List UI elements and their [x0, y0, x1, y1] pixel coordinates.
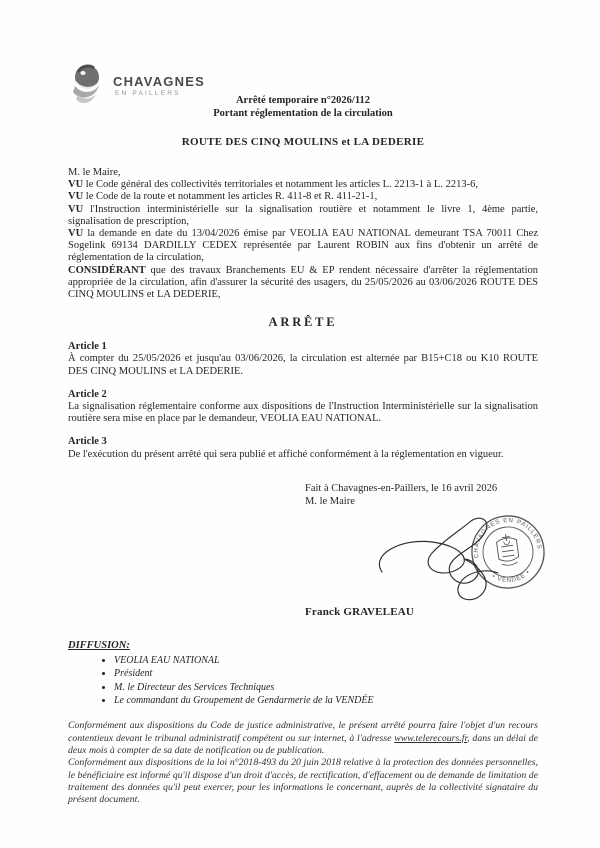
- diffusion-recipient: • M. le Directeur des Services Techniques: [114, 682, 538, 694]
- preamble: [68, 167, 538, 301]
- clause-label: VU: [68, 228, 84, 240]
- logo-subname: EN PAILLERS: [115, 89, 181, 97]
- article-text: La signalisation réglementaire conforme aux dispositions de l'Instruction Interministérielle sur la signalisation routière sera mise en place par le demandeur, VEOLIA EAU NATIONAL.: [68, 401, 538, 425]
- decree-heading: ARRÊTE: [268, 315, 338, 330]
- clause-text: le Code de la route et notamment les articles R. 411-8 et R. 411-21-1,: [85, 191, 378, 203]
- decree-purpose-line: Portant réglementation de la circulation: [213, 107, 393, 119]
- data-protection-paragraph: Conformément aux dispositions de la loi n°2018-493 du 20 juin 2018 relative à la protection des données personnelles, le bénéficiaire est informé qu'il dispose d'un droit d'accès, de rectification, d'effacement ou de demande de limitation de traitement des données qu'il peut exercer, pour les informations le concernant, auprès de la collectivité signataire du présent document.: [68, 757, 538, 806]
- recourse-paragraph: [68, 720, 538, 757]
- diffusion-list: [114, 655, 538, 708]
- seal-bottom-text: • VENDÉE •: [490, 568, 532, 585]
- telerecours-link[interactable]: www.telerecours.fr: [394, 732, 468, 744]
- signatory-name: Franck GRAVELEAU: [305, 605, 415, 618]
- article-2: [68, 389, 538, 426]
- diffusion-recipient: • Président: [114, 668, 538, 680]
- decree-subject: ROUTE DES CINQ MOULINS et LA DEDERIE: [181, 136, 425, 148]
- clause-vu-3: [68, 204, 538, 228]
- article-1: [68, 341, 538, 378]
- clause-text: que des travaux Branchements EU & EP rendent nécessaire d'arrêter la réglementation appropriée de la circulation, afin d'assurer la sécurité des usagers, du 25/05/2026 au 03/06/2026 ROUTE DES CINQ MOULINS et LA DEDERIE,: [68, 264, 539, 301]
- logo-name: CHAVAGNES: [113, 73, 205, 89]
- official-seal-stamp: [467, 511, 548, 592]
- clause-vu-2: [68, 191, 538, 203]
- signature-area: [68, 508, 542, 606]
- document-title-block: [68, 95, 538, 120]
- place-date-block: [305, 482, 538, 508]
- clause-label: VU: [68, 203, 84, 215]
- article-heading: Article 3: [68, 436, 107, 448]
- clause-label: VU: [68, 179, 84, 191]
- clause-vu-1: [68, 179, 538, 191]
- signatory-title: M. le Maire: [305, 495, 355, 507]
- article-text: À compter du 25/05/2026 et jusqu'au 03/06/2026, la circulation est alternée par B15+C18 ou K10 ROUTE DES CINQ MOULINS et LA DEDERIE.: [68, 353, 538, 377]
- article-heading: Article 1: [68, 341, 107, 353]
- diffusion-section: [68, 640, 538, 708]
- clause-text: la demande en date du 13/04/2026 émise par VEOLIA EAU NATIONAL demeurant TSA 70011 Chez Sogelink 69134 DARDILLY CEDEX représentée par Laurent ROBIN aux fins d'obtenir un arrêté de réglementation de la circulation,: [68, 228, 538, 264]
- clause-label: VU: [68, 191, 84, 203]
- diffusion-recipient: • VEOLIA EAU NATIONAL: [114, 655, 538, 667]
- diffusion-heading: DIFFUSION:: [68, 639, 130, 651]
- document-content: [68, 0, 542, 806]
- article-3: [68, 436, 538, 460]
- decree-number-line: Arrêté temporaire n°2026/112: [235, 95, 371, 106]
- seal-top-text: CHAVAGNES EN PAILLERS: [473, 517, 542, 559]
- recourse-text-before: Conformément aux dispositions du Code de justice administrative, le présent arrêté pourra faire l'objet d'un recours contentieux devant le tribunal administratif compétent ou sur internet, à l'adresse: [68, 720, 538, 744]
- article-text: De l'exécution du présent arrêté qui sera publié et affiché conformément à la réglementation en vigueur.: [68, 448, 504, 460]
- clause-vu-4: [68, 228, 538, 265]
- place-date: Fait à Chavagnes-en-Paillers, le 16 avril 2026: [305, 482, 498, 494]
- salutation: M. le Maire,: [68, 167, 121, 178]
- clause-label: CONSIDÉRANT: [68, 264, 146, 276]
- clause-text: l'Instruction interministérielle sur la signalisation routière et notamment le livre 1, 4ème partie, signalisation de prescription,: [68, 203, 538, 227]
- diffusion-recipient: • Le commandant du Groupement de Gendarmerie de la VENDÉE: [114, 695, 538, 707]
- clause-text: le Code général des collectivités territoriales et notamment les articles L. 2213-1 à L. 2213-6,: [85, 179, 478, 191]
- article-heading: Article 2: [68, 388, 107, 400]
- mayor-signature: [379, 518, 498, 599]
- recourse-text-after: , dans un délai de deux mois à compter de sa date de notification ou de publication.: [68, 732, 539, 756]
- signature-and-seal: [376, 508, 554, 608]
- seal-coat-of-arms: [496, 533, 520, 567]
- legal-footer: [68, 720, 538, 806]
- clause-considerant: [68, 265, 538, 302]
